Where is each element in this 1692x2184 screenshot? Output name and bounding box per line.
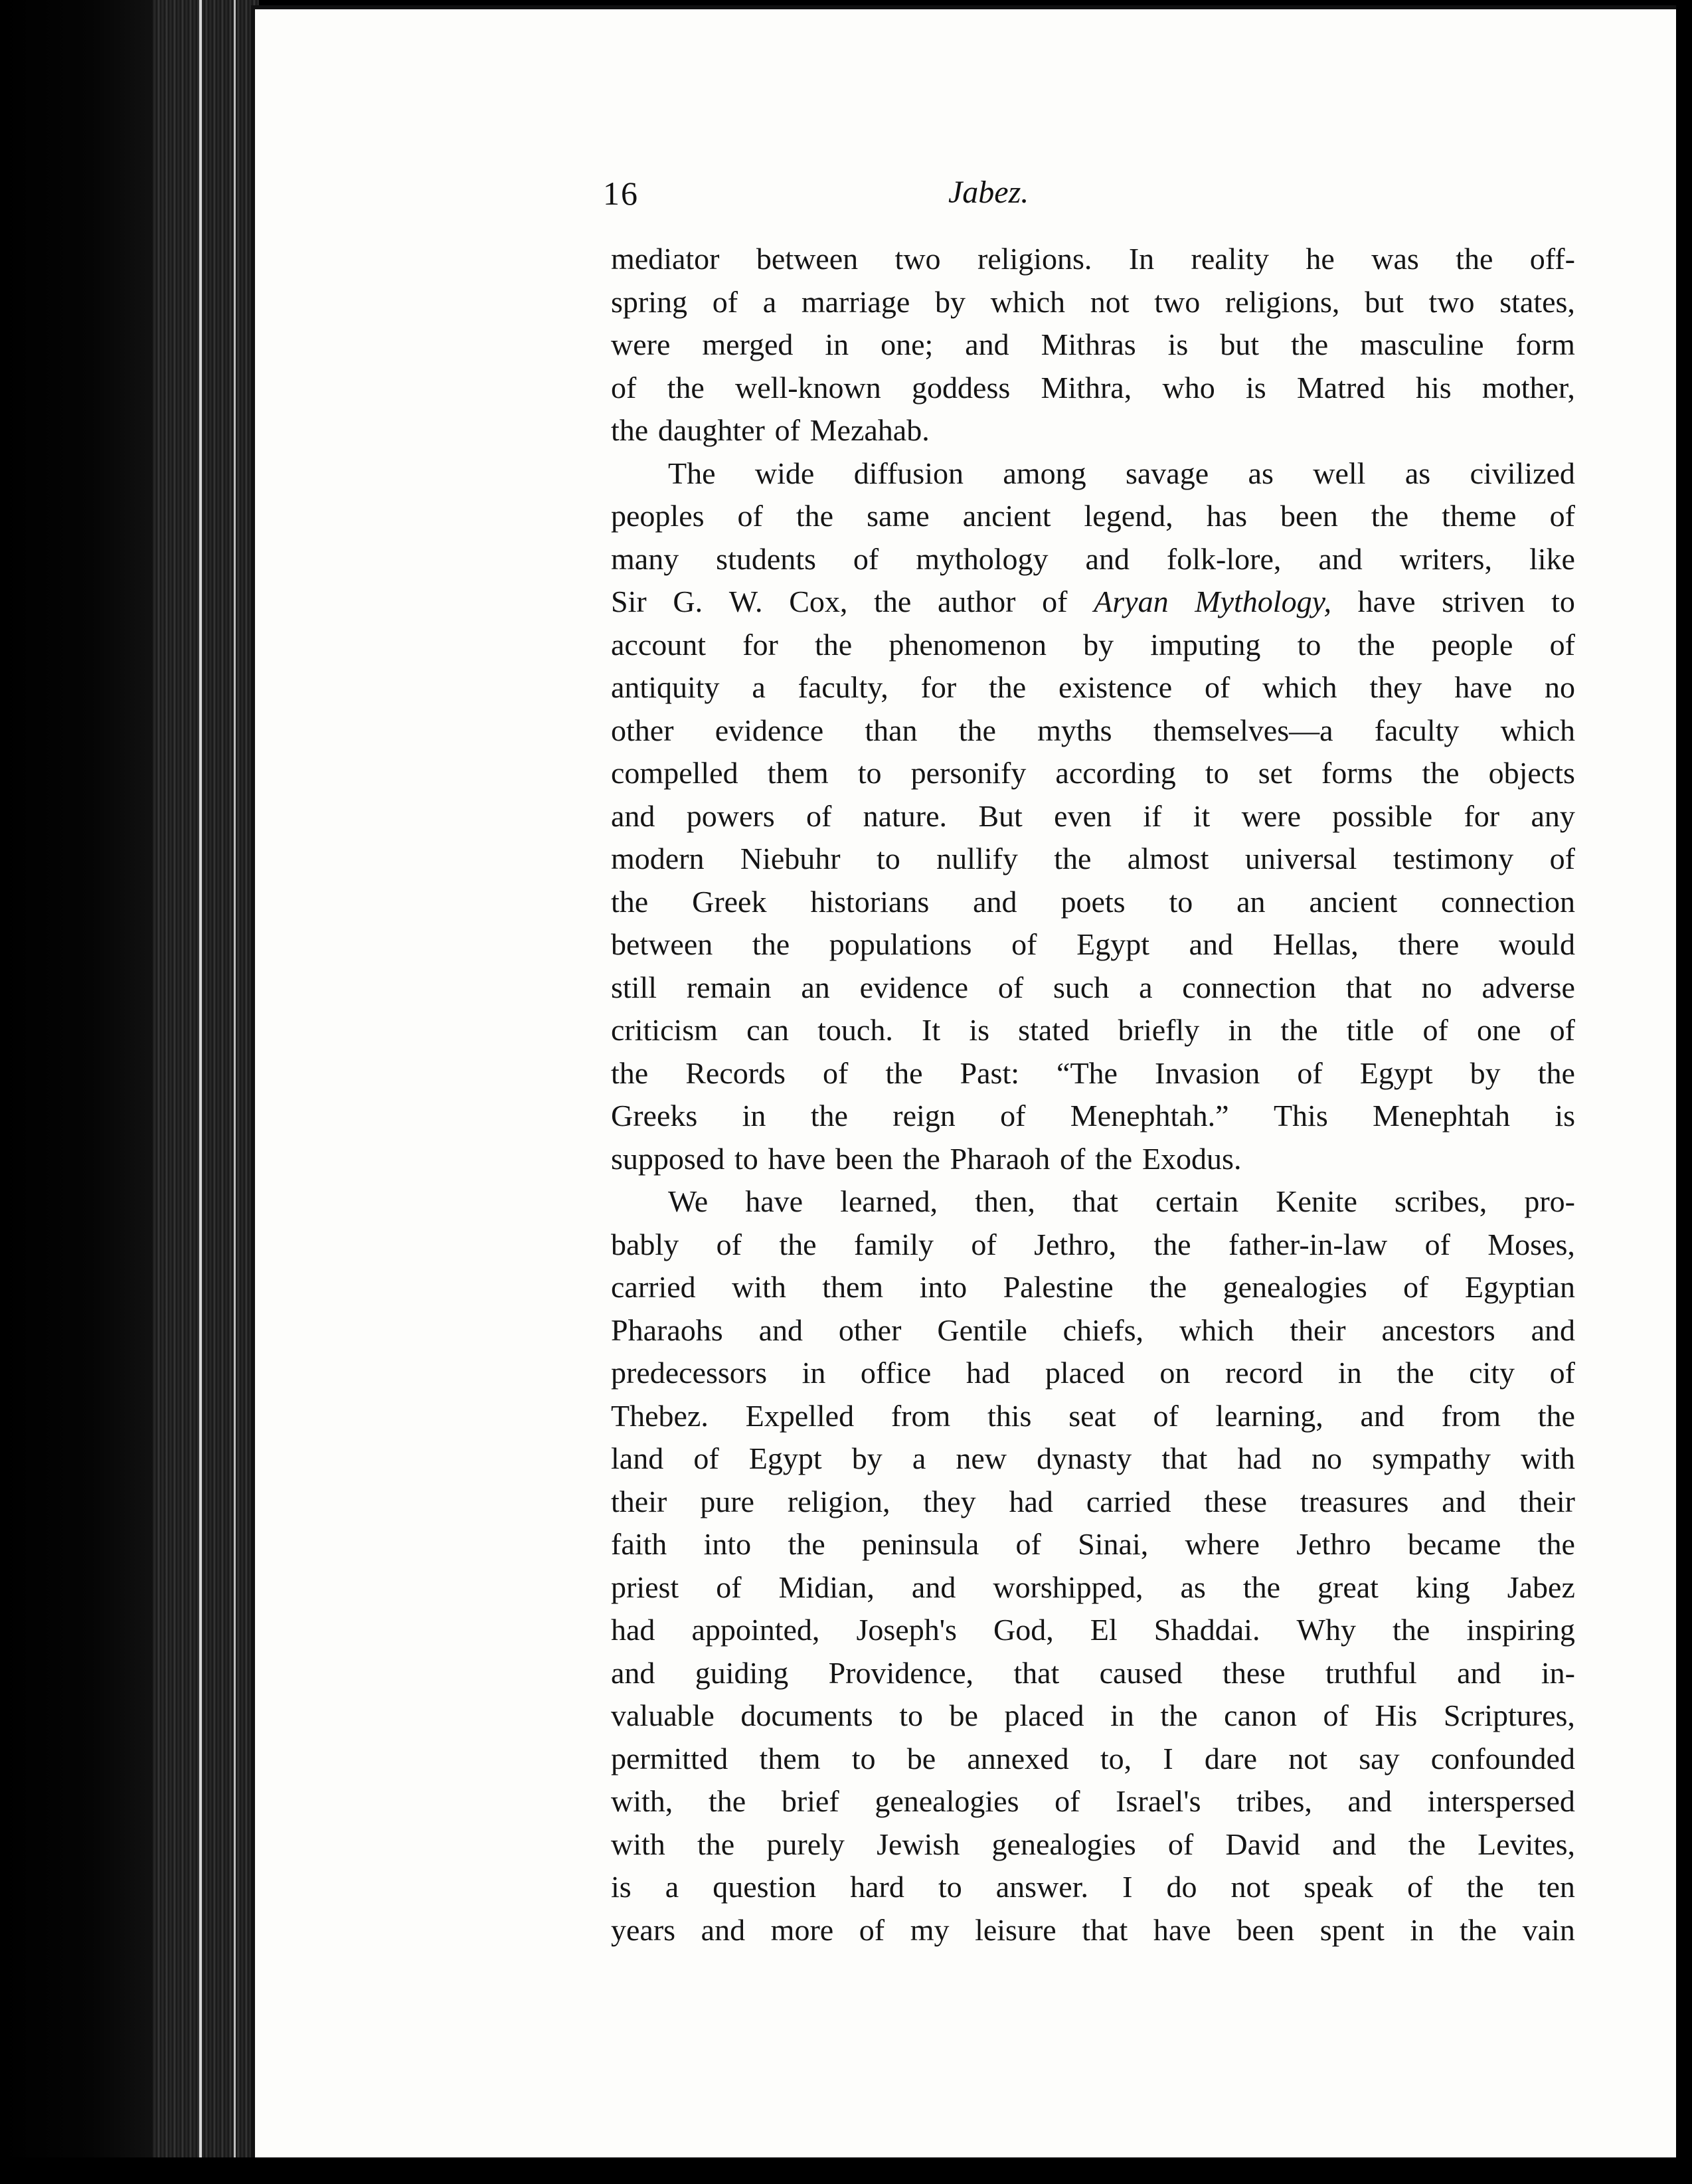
text-line: predecessors in office had placed on record in the city of	[611, 1356, 1575, 1390]
text-line: supposed to have been the Pharaoh of the Exodus.	[611, 1141, 1242, 1176]
text-line: valuable documents to be placed in the canon of His Scriptures,	[611, 1698, 1575, 1732]
scan-margin-bottom	[0, 2157, 1692, 2184]
text-line: had appointed, Joseph's God, El Shaddai. Why the inspiring	[611, 1613, 1575, 1647]
page-edge-line	[199, 0, 202, 2184]
text-line: with, the brief genealogies of Israel's tribes, and interspersed	[611, 1784, 1575, 1818]
text-line: with the purely Jewish genealogies of David and the Levites,	[611, 1827, 1575, 1861]
text-line: were merged in one; and Mithras is but the masculine form	[611, 327, 1575, 361]
text-line: still remain an evidence of such a connection that no adverse	[611, 970, 1575, 1004]
text-line: is a question hard to answer. I do not speak of the ten	[611, 1870, 1575, 1904]
text-line: bably of the family of Jethro, the father-in-law of Moses,	[611, 1227, 1575, 1261]
text-line: mediator between two religions. In reality he was the off-	[611, 242, 1575, 276]
text-line: Thebez. Expelled from this seat of learning, and from the	[611, 1398, 1575, 1433]
text-line: spring of a marriage by which not two religions, but two states,	[611, 284, 1575, 319]
text-line: antiquity a faculty, for the existence of which they have no	[611, 670, 1575, 704]
text-line: Pharaohs and other Gentile chiefs, which their ancestors and	[611, 1313, 1575, 1347]
text-line: priest of Midian, and worshipped, as the great king Jabez	[611, 1570, 1575, 1604]
text-line: Sir G. W. Cox, the author of Aryan Mythology, have striven to	[611, 585, 1575, 618]
text-line: the daughter of Mezahab.	[611, 413, 930, 447]
text-line: their pure religion, they had carried these treasures and their	[611, 1484, 1575, 1518]
text-line: account for the phenomenon by imputing to the people of	[611, 627, 1575, 662]
text-line: and guiding Providence, that caused these truthful and in-	[611, 1655, 1575, 1690]
text-line: compelled them to personify according to set forms the objects	[611, 756, 1575, 790]
page-header	[603, 174, 1147, 227]
book-page-edges	[153, 0, 259, 2184]
text-line: between the populations of Egypt and Hellas, there would	[611, 927, 1575, 961]
text-line: Greeks in the reign of Menephtah.” This Menephtah is	[611, 1099, 1575, 1133]
scan-margin-left	[0, 0, 153, 2184]
page-edge-line	[234, 0, 236, 2184]
text-line: carried with them into Palestine the genealogies of Egyptian	[611, 1270, 1575, 1304]
text-line: We have learned, then, that certain Kenite scribes, pro-	[668, 1184, 1575, 1218]
text-line: years and more of my leisure that have been spent in the vain	[611, 1912, 1575, 1947]
text-line: modern Niebuhr to nullify the almost universal testimony of	[611, 842, 1575, 875]
text-line: faith into the peninsula of Sinai, where Jethro became the	[611, 1527, 1575, 1561]
body-text	[611, 238, 1575, 1952]
text-line: peoples of the same ancient legend, has been the theme of	[611, 499, 1575, 533]
text-line: criticism can touch. It is stated briefly in the title of one of	[611, 1013, 1575, 1047]
text-line: of the well-known goddess Mithra, who is Matred his mother,	[611, 370, 1575, 405]
text-line: other evidence than the myths themselves—a faculty which	[611, 713, 1575, 747]
text-line: and powers of nature. But even if it were possible for any	[611, 798, 1575, 833]
text-line: the Records of the Past: “The Invasion of Egypt by the	[611, 1055, 1575, 1090]
text-line: many students of mythology and folk-lore, and writers, like	[611, 541, 1575, 576]
text-line: permitted them to be annexed to, I dare not say confounded	[611, 1741, 1575, 1775]
text-line: The wide diffusion among savage as well as civilized	[668, 456, 1575, 490]
text-line: land of Egypt by a new dynasty that had no sympathy with	[611, 1441, 1575, 1475]
running-head: Jabez.	[948, 175, 1029, 210]
text-line: the Greek historians and poets to an ancient connection	[611, 884, 1575, 919]
page-number: 16	[603, 175, 639, 212]
